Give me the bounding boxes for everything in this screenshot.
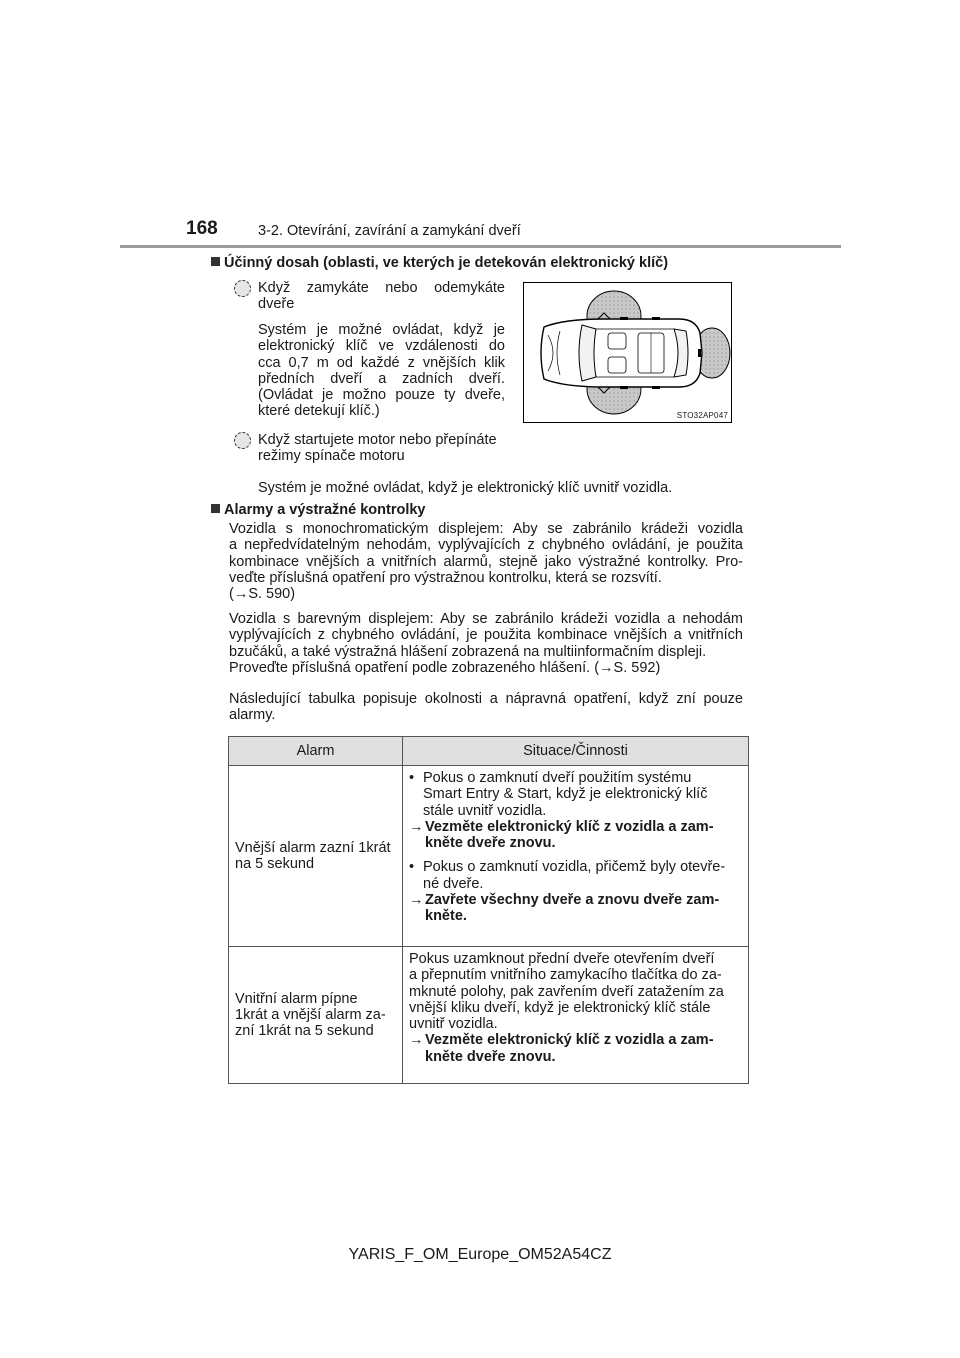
paragraph-color-display (229, 611, 743, 676)
alarm-cell (229, 947, 403, 1084)
bullet-icon: • (409, 859, 415, 876)
situation-line: a přepnutím vnitřního zamykacího tlačítka do za- (409, 967, 722, 984)
page-reference: (→S. 590) (229, 586, 296, 603)
document-footer: YARIS_F_OM_Europe_OM52A54CZ (348, 1246, 612, 1263)
header-divider (120, 245, 841, 248)
item1-body (258, 322, 505, 420)
bullet-line: stále uvnitř vozidla. (423, 802, 547, 819)
situation-line: Pokus uzamknout přední dveře otevřením dveří (409, 951, 715, 967)
alarm-line: 1krát a vnější alarm za- (235, 1006, 386, 1023)
arrow-icon: → (409, 892, 424, 909)
arrow-icon: → (409, 1032, 424, 1049)
bullet-item (409, 770, 742, 819)
bullet-line: Pokus o zamknutí vozidla, přičemž byly otevře- (423, 859, 726, 876)
bullet-line: Pokus o zamknutí dveří použitím systému (423, 770, 692, 786)
action-line: Vezměte elektronický klíč z vozidla a zam- (425, 818, 714, 835)
column-header: Situace/Činnosti (403, 737, 749, 766)
item2-title-line: režimy spínače motoru (258, 448, 405, 465)
item1-body-line: které detekují klíč.) (258, 403, 380, 420)
bullet-icon: • (409, 770, 415, 786)
chapter-title: 3-2. Otevírání, zavírání a zamykání dveří (258, 223, 521, 239)
car-top-view-icon (524, 283, 731, 422)
action-line: Vezměte elektronický klíč z vozidla a zam- (425, 1032, 714, 1049)
section-heading-text: Účinný dosah (oblasti, ve kterých je detekován elektronický klíč) (224, 255, 669, 271)
alarm-cell (229, 766, 403, 947)
alarm-line: Vnější alarm zazní 1krát (235, 839, 391, 856)
table-row (229, 766, 749, 947)
situation-line: mknuté polohy, pak zavřením dveří zatažením za (409, 983, 724, 1000)
bullet-line: Smart Entry & Start, když je elektronický klíč (423, 786, 708, 803)
table-header-row (229, 737, 749, 766)
bullet-item (409, 859, 742, 892)
item2-title-line: Když startujete motor nebo přepínáte (258, 432, 497, 448)
section-square-icon (211, 504, 220, 513)
item1-body-line: Systém je možné ovládat, když je (258, 322, 505, 338)
diagram-code: STO32AP047 (676, 411, 728, 420)
situation-cell (403, 766, 749, 947)
alarm-line: na 5 sekund (235, 856, 315, 872)
action-line: Zavřete všechny dveře a znovu dveře zam- (425, 892, 720, 909)
paragraph-table-intro (229, 691, 743, 724)
alarm-line: Vnitřní alarm pípne (235, 990, 358, 1007)
paragraph-line: veďte příslušná opatření pro výstražnou kontrolku, která se rozsvítí. (229, 569, 662, 586)
item1-title-line: Když zamykáte nebo odemykáte (258, 280, 505, 296)
paragraph-monochrome-display (229, 521, 743, 602)
section-heading-text: Alarmy a výstražné kontrolky (224, 502, 426, 518)
arrow-icon: → (409, 818, 424, 835)
paragraph-line: alarmy. (229, 707, 276, 724)
item1-body-line: elektronický klíč ve vzdálenosti do (258, 338, 505, 355)
paragraph-line: Následující tabulka popisuje okolnosti a nápravná opatření, když zní pouze (229, 691, 743, 707)
action-item (409, 819, 742, 852)
bullet-line: né dveře. (423, 875, 484, 892)
paragraph-line: vyplývajících z chybného ovládání, je použita kombinace vnějších a vnitřních (229, 627, 743, 644)
column-header: Alarm (229, 737, 403, 766)
item-door-lock-text (258, 280, 505, 313)
item2-body: Systém je možné ovládat, když je elektronický klíč uvnitř vozidla. (258, 480, 673, 496)
action-line: kněte dveře znovu. (425, 835, 556, 852)
alarm-table (228, 736, 749, 1084)
action-line: kněte. (425, 908, 467, 925)
action-line: kněte dveře znovu. (425, 1048, 556, 1065)
paragraph-line: a nepředvídatelným nehodám, vyplývajících z chybného ovládání, je použita (229, 537, 743, 554)
range-area-circle-icon (234, 432, 251, 449)
item-engine-start-text (258, 432, 518, 465)
situation-line: uvnitř vozidla. (409, 1016, 498, 1033)
paragraph-line: kombinace vnějších a vnitřních alarmů, stejně jako výstražné kontrolky. Pro- (229, 553, 743, 570)
page-number: 168 (186, 218, 218, 239)
section-heading-effective-range (211, 255, 668, 271)
paragraph-line: Vozidla s monochromatickým displejem: Aby se zabránilo krádeži vozidla (229, 521, 743, 537)
situation-line: vnější kliku dveří, když je elektronický klíč stále (409, 999, 711, 1016)
item1-body-line: (Ovládat je možno pouze ty dveře, (258, 387, 505, 404)
item1-title-line: dveře (258, 296, 295, 313)
item1-body-line: předních dveří a zadních dveří. (258, 370, 505, 387)
car-detection-diagram (523, 282, 732, 423)
section-heading-alarms (211, 502, 425, 518)
paragraph-line: bzučáků, a také výstražná hlášení zobrazená na multiinformačním displeji. (229, 643, 707, 660)
alarm-line: zní 1krát na 5 sekund (235, 1023, 374, 1040)
item1-body-line: cca 0,7 m od každé z vnějších klik (258, 354, 505, 371)
table-row (229, 947, 749, 1084)
paragraph-line: Vozidla s barevným displejem: Aby se zabránilo krádeži vozidla a nehodám (229, 611, 743, 627)
range-area-circle-icon (234, 280, 251, 297)
action-item (409, 892, 742, 925)
paragraph-line: Proveďte příslušná opatření podle zobrazeného hlášení. (→S. 592) (229, 659, 661, 676)
action-item (409, 1032, 742, 1065)
situation-cell (403, 947, 749, 1084)
section-square-icon (211, 257, 220, 266)
